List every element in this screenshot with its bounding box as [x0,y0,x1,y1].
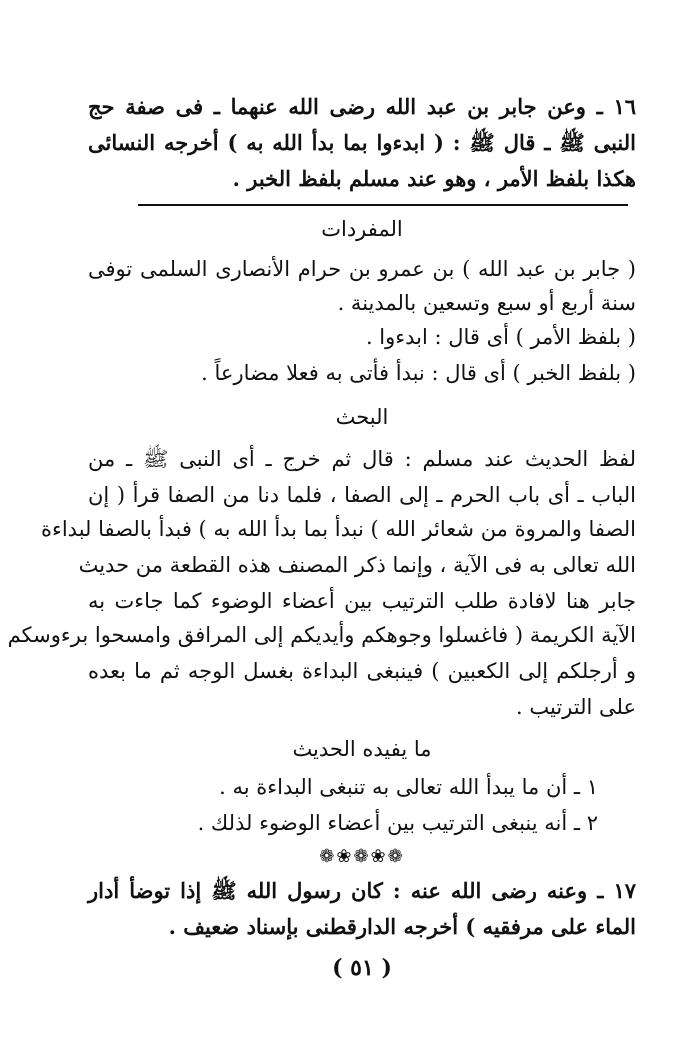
benefit-item-2: ٢ ـ أنه ينبغى الترتيب بين أعضاء الوضوء لذلك . [197,811,598,835]
discussion-line-4: الله تعالى به فى الآية ، وإنما ذكر المصنف هذه القطعة من حديث [78,553,636,577]
hadith16-line-3: هكذا بلفظ الأمر ، وهو عند مسلم بلفظ الخبر . [232,166,636,191]
vocab-line-2: سنة أربع أو سبع وتسعين بالمدينة . [337,291,636,315]
discussion-line-8: على الترتيب . [516,695,636,719]
hadith16-line-2: النبى ﷺ ـ قال ﷺ : ( ابدءوا بما بدأ الله به ) أخرجه النسائى [88,130,636,155]
discussion-line-6: الآية الكريمة ( فاغسلوا وجوهكم وأيديكم إلى المرافق وامسحوا برءوسكم [7,623,636,647]
vocab-heading: المفردات [321,217,403,241]
page-number: ( ٥١ ) [332,955,392,981]
hadith17-line-1: ١٧ ـ وعنه رضى الله عنه : كان رسول الله ﷺ إذا توضأ أدار [88,878,636,903]
benefit-item-1: ١ ـ أن ما يبدأ الله تعالى به تنبغى البداءة به . [219,775,598,799]
discussion-heading: البحث [335,405,389,429]
section-divider [138,204,628,206]
hadith17-line-2: الماء على مرفقيه ) أخرجه الدارقطنى بإسناد ضعيف . [168,914,636,939]
discussion-line-5: جابر هنا لافادة طلب الترتيب بين أعضاء الوضوء كما جاءت به [88,589,636,613]
vocab-line-4: ( بلفظ الخبر ) أى قال : نبدأ فأتى به فعلا مضارعاً . [201,361,636,385]
discussion-line-1: لفظ الحديث عند مسلم : قال ثم خرج ـ أى النبى ﷺ ـ من [88,447,636,471]
vocab-line-1: ( جابر بن عبد الله ) بن عمرو بن حرام الأنصارى السلمى توفى [88,257,636,281]
benefits-heading: ما يفيده الحديث [292,737,432,761]
discussion-line-3: الصفا والمروة من شعائر الله ) نبدأ بما بدأ الله به ) فبدأ بالصفا لبداءة [40,517,636,541]
hadith16-line-1: ١٦ ـ وعن جابر بن عبد الله رضى الله عنهما ـ فى صفة حج [88,94,636,119]
discussion-line-7: و أرجلكم إلى الكعبين ) فينبغى البداءة بغسل الوجه ثم ما بعده [88,659,636,683]
vocab-line-3: ( بلفظ الأمر ) أى قال : ابدءوا . [365,325,636,349]
ornament-divider: ❁❀❁❀❁ [319,846,405,867]
discussion-line-2: الباب ـ أى باب الحرم ـ إلى الصفا ، فلما دنا من الصفا قرأ ( إن [88,483,636,507]
